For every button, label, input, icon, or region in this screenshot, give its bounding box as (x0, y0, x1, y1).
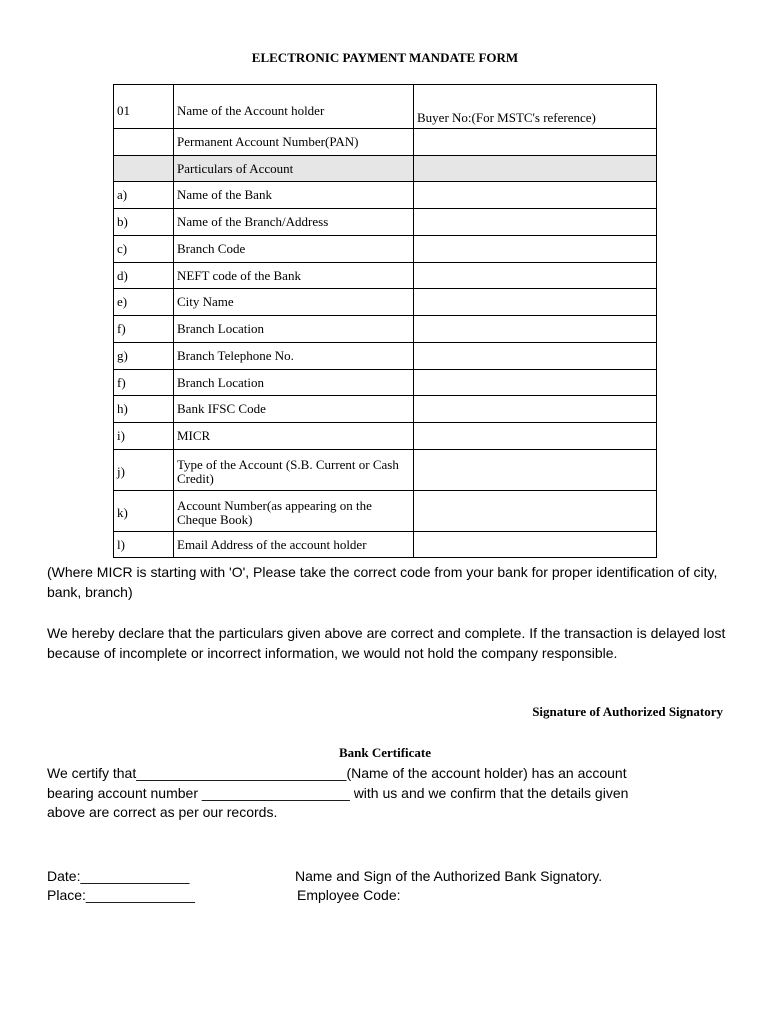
row-label: d) (114, 263, 174, 289)
row-label (114, 156, 174, 182)
row-field: Bank IFSC Code (174, 396, 414, 423)
row-label: f) (114, 370, 174, 396)
table-row (114, 491, 657, 532)
table-row-section (114, 156, 657, 182)
table-row (114, 316, 657, 343)
row-label: g) (114, 343, 174, 370)
bank-name-input[interactable] (414, 182, 657, 209)
place-field[interactable]: Place:______________ (47, 887, 195, 903)
email-input[interactable] (414, 532, 657, 558)
signature-label: Signature of Authorized Signatory (532, 704, 723, 719)
table-row (114, 343, 657, 370)
city-name-input[interactable] (414, 289, 657, 316)
row-field: Branch Code (174, 236, 414, 263)
row-field: Branch Location (174, 316, 414, 343)
account-number-input[interactable] (414, 491, 657, 532)
row-field: Branch Telephone No. (174, 343, 414, 370)
table-row (114, 289, 657, 316)
row-label: h) (114, 396, 174, 423)
row-label: c) (114, 236, 174, 263)
table-row (114, 450, 657, 491)
row-label: l) (114, 532, 174, 558)
row-field: NEFT code of the Bank (174, 263, 414, 289)
row-value (414, 156, 657, 182)
row-label: b) (114, 209, 174, 236)
row-label (114, 129, 174, 156)
row-label: k) (114, 491, 174, 532)
table-row (114, 182, 657, 209)
micr-note: (Where MICR is starting with 'O', Please take the correct code from your bank for proper identification of city, bank, branch) (47, 564, 718, 600)
pan-input[interactable] (414, 129, 657, 156)
branch-location-input[interactable] (414, 316, 657, 343)
account-type-input[interactable] (414, 450, 657, 491)
table-row (114, 396, 657, 423)
micr-input[interactable] (414, 423, 657, 450)
branch-code-input[interactable] (414, 236, 657, 263)
row-field: City Name (174, 289, 414, 316)
ifsc-code-input[interactable] (414, 396, 657, 423)
row-field: Permanent Account Number(PAN) (174, 129, 414, 156)
table-row (114, 129, 657, 156)
table-row (114, 370, 657, 396)
form-title: ELECTRONIC PAYMENT MANDATE FORM (251, 50, 519, 65)
row-field: Name of the Branch/Address (174, 209, 414, 236)
row-field: Email Address of the account holder (174, 532, 414, 558)
row-label: a) (114, 182, 174, 209)
declaration-text: We hereby declare that the particulars given above are correct and complete. If the transaction is delayed lost because of incomplete or incorrect information, we would not hold the company responsible. (47, 625, 726, 661)
row-field: Name of the Bank (174, 182, 414, 209)
table-row (114, 263, 657, 289)
buyer-no-field[interactable]: Buyer No:(For MSTC's reference) (414, 85, 657, 129)
table-row (114, 236, 657, 263)
certificate-line-3: above are correct as per our records. (47, 804, 278, 820)
branch-telephone-input[interactable] (414, 343, 657, 370)
row-label: j) (114, 450, 174, 491)
date-field[interactable]: Date:______________ (47, 868, 190, 884)
branch-address-input[interactable] (414, 209, 657, 236)
row-field: Account Number(as appearing on the Cheque Book) (174, 491, 414, 532)
row-field: Type of the Account (S.B. Current or Cash Credit) (174, 450, 414, 491)
row-label: i) (114, 423, 174, 450)
certificate-line-2: bearing account number ___________________ with us and we confirm that the details given (47, 785, 629, 801)
row-field: Branch Location (174, 370, 414, 396)
employee-code-label: Employee Code: (297, 887, 401, 903)
neft-code-input[interactable] (414, 263, 657, 289)
branch-location-input[interactable] (414, 370, 657, 396)
row-field: MICR (174, 423, 414, 450)
table-row (114, 85, 657, 129)
section-heading: Particulars of Account (174, 156, 414, 182)
row-field: Name of the Account holder (174, 85, 414, 129)
bank-signatory-label: Name and Sign of the Authorized Bank Signatory. (295, 868, 603, 884)
table-row (114, 209, 657, 236)
row-label: e) (114, 289, 174, 316)
row-label: f) (114, 316, 174, 343)
mandate-table (113, 84, 657, 558)
bank-certificate-heading: Bank Certificate (338, 745, 432, 760)
certificate-line-1: We certify that___________________________(Name of the account holder) has an account (47, 765, 627, 781)
row-label: 01 (114, 85, 174, 129)
table-row (114, 532, 657, 558)
table-row (114, 423, 657, 450)
